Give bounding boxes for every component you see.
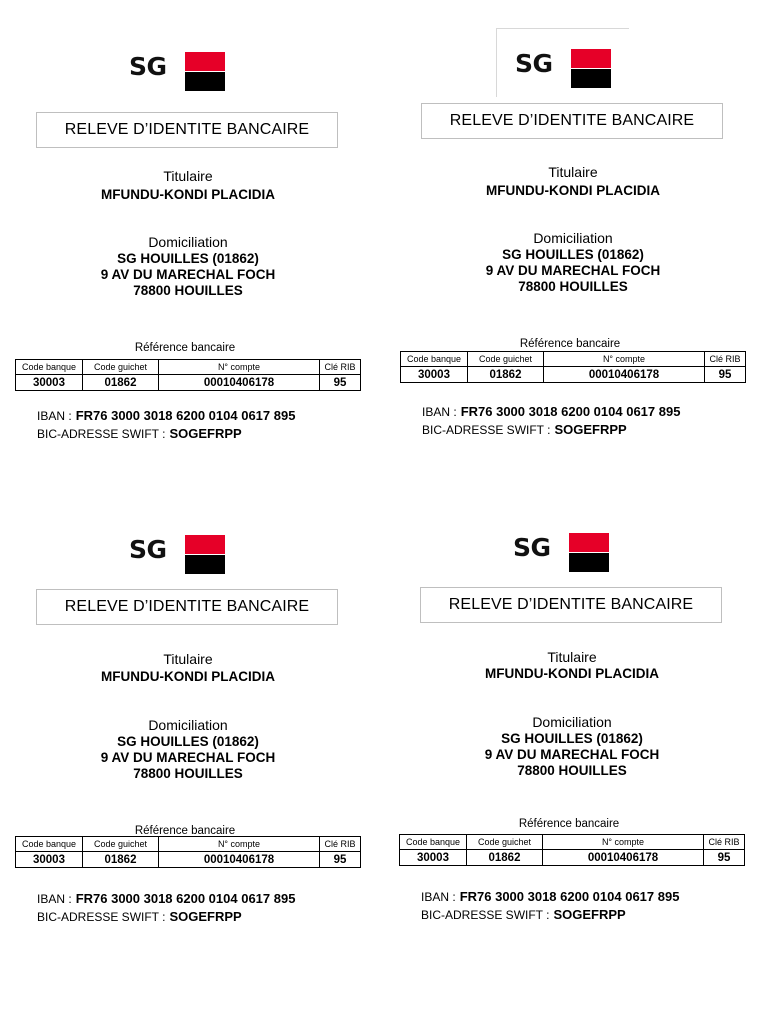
value-code-guichet: 01862 xyxy=(468,367,544,383)
rib-card-bottom-left xyxy=(15,515,361,945)
iban-line xyxy=(422,404,680,419)
iban-value: FR76 3000 3018 6200 0104 0617 895 xyxy=(459,889,680,904)
sg-logo xyxy=(496,28,629,97)
holder-label: Titulaire xyxy=(548,164,598,180)
iban-label: IBAN : xyxy=(37,892,72,906)
bank-city: 78800 HOUILLES xyxy=(133,766,243,781)
value-code-banque: 30003 xyxy=(400,850,467,866)
value-code-guichet: 01862 xyxy=(83,375,159,391)
holder-name: MFUNDU-KONDI PLACIDIA xyxy=(485,666,659,681)
bank-agency: SG HOUILLES (01862) xyxy=(117,734,259,749)
value-cle-rib: 95 xyxy=(705,367,746,383)
holder-label: Titulaire xyxy=(163,651,213,667)
document-title: RELEVE D’IDENTITE BANCAIRE xyxy=(421,103,723,139)
header-code-guichet: Code guichet xyxy=(468,352,544,367)
holder-label: Titulaire xyxy=(547,649,597,665)
logo-red-square xyxy=(571,49,611,68)
bic-label: BIC-ADRESSE SWIFT : xyxy=(37,910,166,924)
domiciliation-label: Domiciliation xyxy=(148,234,228,250)
holder-label: Titulaire xyxy=(163,168,213,184)
bic-line xyxy=(422,422,627,437)
value-numero-compte: 00010406178 xyxy=(543,850,704,866)
domiciliation-label: Domiciliation xyxy=(532,714,612,730)
header-code-banque: Code banque xyxy=(400,835,467,850)
iban-line xyxy=(421,889,679,904)
rib-table xyxy=(399,834,745,866)
header-code-banque: Code banque xyxy=(401,352,468,367)
iban-value: FR76 3000 3018 6200 0104 0617 895 xyxy=(75,408,296,423)
header-code-guichet: Code guichet xyxy=(83,360,159,375)
logo-text: SG xyxy=(129,535,167,564)
value-numero-compte: 00010406178 xyxy=(544,367,705,383)
rib-card-bottom-right xyxy=(399,513,745,943)
bank-city: 78800 HOUILLES xyxy=(133,283,243,298)
header-code-guichet: Code guichet xyxy=(467,835,543,850)
domiciliation-label: Domiciliation xyxy=(533,230,613,246)
bank-address: 9 AV DU MARECHAL FOCH xyxy=(100,750,276,765)
value-cle-rib: 95 xyxy=(320,852,361,868)
rib-card-top-left xyxy=(15,32,361,462)
logo-red-square xyxy=(569,533,609,552)
reference-label: Référence bancaire xyxy=(134,342,236,354)
reference-label: Référence bancaire xyxy=(518,818,620,830)
reference-label: Référence bancaire xyxy=(134,825,236,837)
bic-line xyxy=(37,426,242,441)
bank-address: 9 AV DU MARECHAL FOCH xyxy=(485,263,661,278)
header-numero-compte: N° compte xyxy=(543,835,704,850)
value-code-guichet: 01862 xyxy=(83,852,159,868)
header-cle-rib: Clé RIB xyxy=(705,352,746,367)
iban-label: IBAN : xyxy=(37,409,72,423)
value-numero-compte: 00010406178 xyxy=(159,375,320,391)
logo-black-square xyxy=(185,72,225,91)
sg-logo xyxy=(111,515,243,583)
bank-agency: SG HOUILLES (01862) xyxy=(502,247,644,262)
logo-red-square xyxy=(185,535,225,554)
value-code-banque: 30003 xyxy=(401,367,468,383)
bank-city: 78800 HOUILLES xyxy=(517,763,627,778)
header-numero-compte: N° compte xyxy=(159,837,320,852)
bic-line xyxy=(37,909,242,924)
document-title: RELEVE D’IDENTITE BANCAIRE xyxy=(420,587,722,623)
bic-value: SOGEFRPP xyxy=(169,426,242,441)
rib-table xyxy=(15,836,361,868)
sg-logo xyxy=(111,32,243,100)
header-code-banque: Code banque xyxy=(16,360,83,375)
reference-label: Référence bancaire xyxy=(519,338,621,350)
value-cle-rib: 95 xyxy=(704,850,745,866)
bic-value: SOGEFRPP xyxy=(554,422,627,437)
logo-text: SG xyxy=(515,49,553,78)
sg-logo xyxy=(495,513,627,581)
holder-name: MFUNDU-KONDI PLACIDIA xyxy=(101,187,275,202)
bic-value: SOGEFRPP xyxy=(553,907,626,922)
iban-value: FR76 3000 3018 6200 0104 0617 895 xyxy=(75,891,296,906)
logo-red-square xyxy=(185,52,225,71)
iban-line xyxy=(37,408,295,423)
header-cle-rib: Clé RIB xyxy=(704,835,745,850)
holder-name: MFUNDU-KONDI PLACIDIA xyxy=(486,183,660,198)
iban-line xyxy=(37,891,295,906)
value-code-banque: 30003 xyxy=(16,375,83,391)
header-numero-compte: N° compte xyxy=(544,352,705,367)
value-numero-compte: 00010406178 xyxy=(159,852,320,868)
bank-agency: SG HOUILLES (01862) xyxy=(501,731,643,746)
domiciliation-label: Domiciliation xyxy=(148,717,228,733)
holder-name: MFUNDU-KONDI PLACIDIA xyxy=(101,669,275,684)
bic-label: BIC-ADRESSE SWIFT : xyxy=(37,427,166,441)
bic-value: SOGEFRPP xyxy=(169,909,242,924)
value-code-banque: 30003 xyxy=(16,852,83,868)
bank-agency: SG HOUILLES (01862) xyxy=(117,251,259,266)
iban-label: IBAN : xyxy=(421,890,456,904)
bic-label: BIC-ADRESSE SWIFT : xyxy=(421,908,550,922)
logo-black-square xyxy=(185,555,225,574)
value-code-guichet: 01862 xyxy=(467,850,543,866)
rib-card-top-right xyxy=(400,28,746,458)
rib-table xyxy=(400,351,746,383)
bank-city: 78800 HOUILLES xyxy=(518,279,628,294)
document-title: RELEVE D’IDENTITE BANCAIRE xyxy=(36,112,338,148)
bank-address: 9 AV DU MARECHAL FOCH xyxy=(100,267,276,282)
iban-value: FR76 3000 3018 6200 0104 0617 895 xyxy=(460,404,681,419)
logo-black-square xyxy=(571,69,611,88)
document-title: RELEVE D’IDENTITE BANCAIRE xyxy=(36,589,338,625)
header-cle-rib: Clé RIB xyxy=(320,837,361,852)
rib-table xyxy=(15,359,361,391)
bank-address: 9 AV DU MARECHAL FOCH xyxy=(484,747,660,762)
logo-black-square xyxy=(569,553,609,572)
header-numero-compte: N° compte xyxy=(159,360,320,375)
iban-label: IBAN : xyxy=(422,405,457,419)
bic-label: BIC-ADRESSE SWIFT : xyxy=(422,423,551,437)
logo-text: SG xyxy=(513,533,551,562)
bic-line xyxy=(421,907,626,922)
header-code-guichet: Code guichet xyxy=(83,837,159,852)
value-cle-rib: 95 xyxy=(320,375,361,391)
header-code-banque: Code banque xyxy=(16,837,83,852)
logo-text: SG xyxy=(129,52,167,81)
header-cle-rib: Clé RIB xyxy=(320,360,361,375)
